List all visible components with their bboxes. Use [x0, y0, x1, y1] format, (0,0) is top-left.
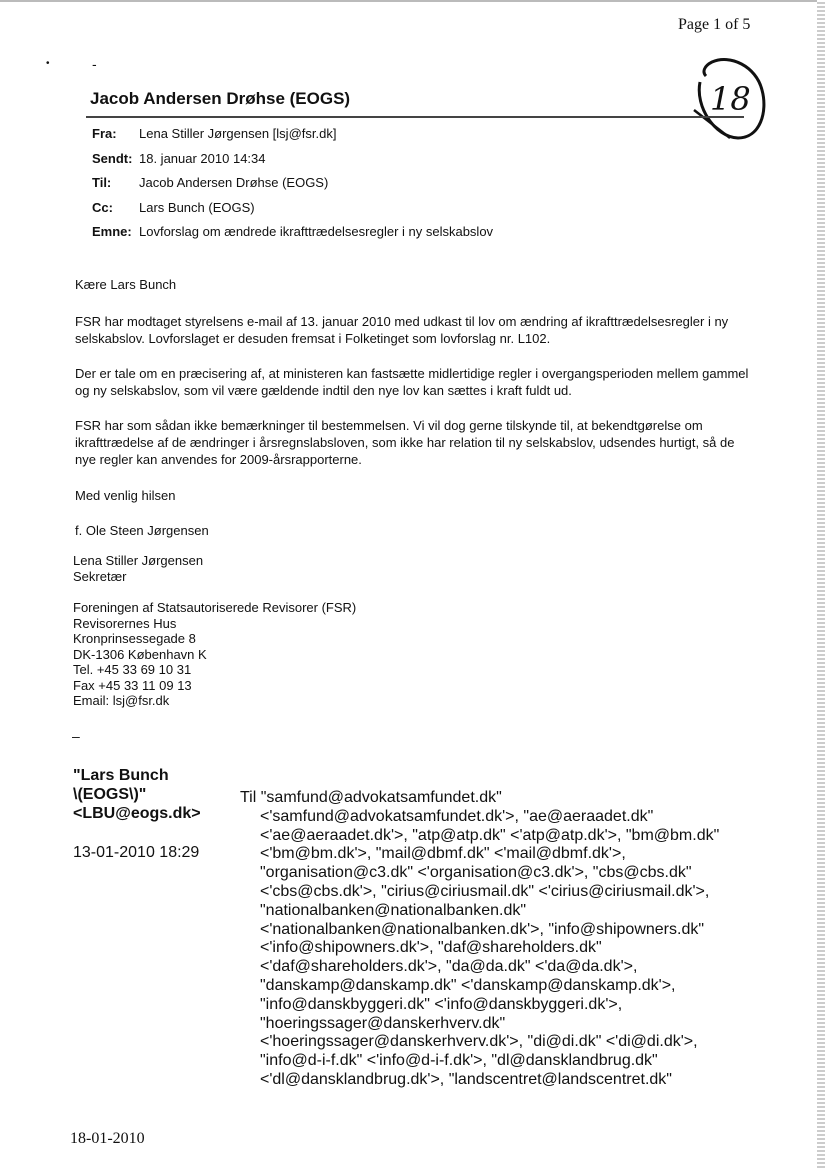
recipient-line: "info@d-i-f.dk" <'info@d-i-f.dk'>, "dl@dansklandbrug.dk": [260, 1052, 658, 1070]
scan-border-right: [817, 0, 825, 1168]
recipient-line: "organisation@c3.dk" <'organisation@c3.dk'>, "cbs@cbs.dk": [260, 864, 692, 882]
footer-date: 18-01-2010: [70, 1130, 145, 1147]
org-line: DK-1306 København K: [73, 646, 207, 662]
email-headers: [92, 126, 493, 249]
recipient-line: <'ae@aeraadet.dk'>, "atp@atp.dk" <'atp@atp.dk'>, "bm@bm.dk": [260, 826, 720, 844]
header-to: [92, 175, 493, 200]
paragraph-2: [75, 365, 755, 399]
recipient-line: "info@danskbyggeri.dk" <'info@danskbyggeri.dk'>,: [260, 995, 623, 1013]
header-sent: [92, 151, 493, 176]
header-value: Jacob Andersen Drøhse (EOGS): [139, 175, 329, 190]
sender-email: <LBU@eogs.dk>: [73, 805, 201, 822]
recipient-line: <'daf@shareholders.dk'>, "da@da.dk" <'da@da.dk'>,: [260, 958, 638, 976]
signature-title: Sekretær: [73, 568, 127, 584]
recipient-line: <'info@shipowners.dk'>, "daf@shareholders.dk": [260, 939, 602, 957]
forwarded-date: 13-01-2010 18:29: [73, 844, 200, 861]
handwritten-number-stamp: [690, 52, 770, 142]
org-line: Tel. +45 33 69 10 31: [73, 662, 192, 677]
signature-name: Lena Stiller Jørgensen: [73, 553, 204, 568]
recipient-line: "nationalbanken@nationalbanken.dk": [260, 901, 527, 919]
header-label: Til:: [92, 175, 112, 190]
organization-block: [73, 600, 356, 709]
stamp-number: 18: [710, 80, 751, 118]
forwarded-recipients: [240, 789, 760, 1090]
header-from: [92, 126, 493, 151]
header-value: Lena Stiller Jørgensen [lsj@fsr.dk]: [139, 126, 337, 141]
separator-dash: –: [72, 728, 80, 744]
recipient-line: "hoeringssager@danskerhverv.dk": [260, 1014, 506, 1032]
email-title: Jacob Andersen Drøhse (EOGS): [90, 89, 351, 108]
paragraph-1: [75, 313, 755, 347]
paragraph-text: FSR har som sådan ikke bemærkninger til bestemmelsen. Vi vil dog gerne tilskynde til, at bekendtgørelse om ikrafttrædelse af de ændringer i årsregnslabsloven, som ikke har relation til ny selskabslov, udsendes hurtigt, så de nye regler kan anvendes for 2009-årsrapporterne.: [75, 418, 735, 467]
header-label: Cc:: [92, 199, 113, 215]
greeting: [75, 276, 755, 293]
header-label: Emne:: [92, 224, 132, 239]
recipient-line: "danskamp@danskamp.dk" <'danskamp@danskamp.dk'>,: [260, 976, 676, 994]
closing-text: Med venlig hilsen: [75, 488, 176, 503]
title-divider: [86, 116, 744, 118]
closing: [75, 487, 755, 504]
header-cc: [92, 200, 493, 225]
org-line: Fax +45 33 11 09 13: [73, 677, 192, 693]
recipient-line: <'hoeringssager@danskerhverv.dk'>, "di@di.dk" <'di@di.dk'>,: [260, 1033, 698, 1051]
recipient-line: <'cbs@cbs.dk'>, "cirius@ciriusmail.dk" <'cirius@ciriusmail.dk'>,: [260, 882, 710, 900]
scan-border-top: [0, 0, 825, 2]
org-email: Email: lsj@fsr.dk: [73, 693, 170, 708]
recipient-line: Til "samfund@advokatsamfundet.dk": [240, 789, 502, 806]
pp-line: [75, 522, 755, 539]
recipient-line: <'bm@bm.dk'>, "mail@dbmf.dk" <'mail@dbmf.dk'>,: [260, 845, 626, 863]
sender-line: "Lars Bunch: [73, 767, 169, 784]
recipient-line: <'dl@dansklandbrug.dk'>, "landscentret@landscentret.dk": [260, 1070, 672, 1088]
org-line: Revisorernes Hus: [73, 615, 177, 631]
paragraph-text: Der er tale om en præcisering af, at ministeren kan fastsætte midlertidige regler i overgangsperioden mellem gammel og ny selskabslov, som vil være gældende indtil den nye lov kan sættes i kraft fuldt ud.: [75, 366, 749, 398]
header-label: Fra:: [92, 126, 117, 141]
header-value: Lovforslag om ændrede ikrafttrædelsesregler i ny selskabslov: [139, 224, 494, 239]
org-line: Foreningen af Statsautoriserede Revisorer (FSR): [73, 600, 357, 615]
paragraph-3: [75, 417, 755, 468]
header-value: 18. januar 2010 14:34: [139, 150, 266, 166]
page-number: Page 1 of 5: [678, 16, 751, 33]
header-label: Sendt:: [92, 150, 133, 166]
greeting-text: Kære Lars Bunch: [75, 277, 177, 292]
header-value: Lars Bunch (EOGS): [139, 199, 255, 215]
forwarded-sender: [73, 766, 201, 823]
recipient-line: <'nationalbanken@nationalbanken.dk'>, "info@shipowners.dk": [260, 920, 705, 938]
header-subject: [92, 224, 493, 249]
scan-mark: -: [92, 56, 97, 72]
org-line: Kronprinsessegade 8: [73, 631, 196, 646]
scan-speck: •: [46, 58, 50, 69]
paragraph-text: FSR har modtaget styrelsens e-mail af 13. januar 2010 med udkast til lov om ændring af ikrafttrædelsesregler i ny selskabslov. Lovforslaget er desuden fremsat i Folketinget som lovforslag nr. L102.: [75, 314, 729, 346]
sender-line: \(EOGS\)": [73, 786, 147, 803]
signature-block: [73, 553, 203, 584]
pp-line-text: f. Ole Steen Jørgensen: [75, 523, 209, 538]
recipient-line: <'samfund@advokatsamfundet.dk'>, "ae@aeraadet.dk": [260, 807, 654, 825]
